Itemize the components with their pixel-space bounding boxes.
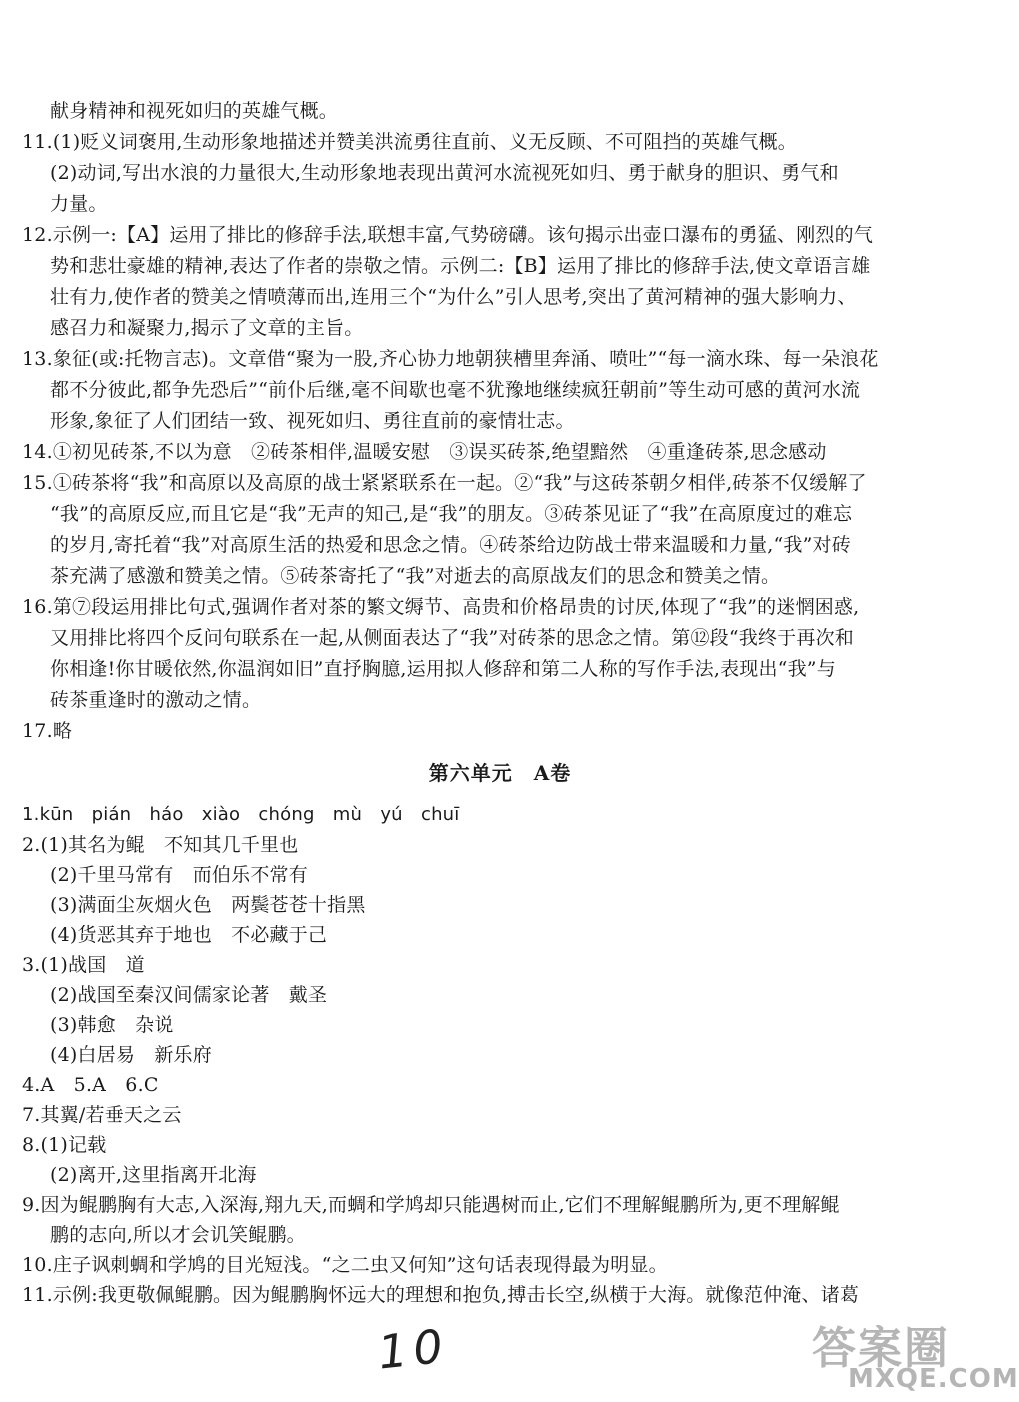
- answer-line: 9.因为鲲鹏胸有大志,入深海,翔九天,而蜩和学鸠却只能遇树而止,它们不理解鲲鹏所为,更不理解鲲: [22, 1194, 840, 1216]
- answer-line: (2)千里马常有 而伯乐不常有: [50, 864, 308, 886]
- answer-line: 16.第⑦段运用排比句式,强调作者对茶的繁文缛节、高贵和价格昂贵的讨厌,体现了“我”的迷惘困惑,: [22, 596, 860, 618]
- answer-line: 4.A 5.A 6.C: [22, 1074, 159, 1096]
- answer-line: (2)离开,这里指离开北海: [50, 1164, 257, 1186]
- answer-line: (2)战国至秦汉间儒家论著 戴圣: [50, 984, 328, 1006]
- answer-line: 7.其翼/若垂天之云: [22, 1104, 182, 1126]
- answer-line: 感召力和凝聚力,揭示了文章的主旨。: [50, 317, 364, 339]
- answer-line: 11.示例:我更敬佩鲲鹏。因为鲲鹏胸怀远大的理想和抱负,搏击长空,纵横于大海。就像范仲淹、诸葛: [22, 1284, 860, 1306]
- watermark-logo: [812, 1312, 1019, 1398]
- answer-line: (2)动词,写出水浪的力量很大,生动形象地表现出黄河水流视死如归、勇于献身的胆识、勇气和: [50, 162, 839, 184]
- answer-line: 鹏的志向,所以才会讥笑鲲鹏。: [50, 1224, 306, 1246]
- handwritten-page-number: 10: [375, 1318, 452, 1380]
- answer-line: 12.示例一:【A】运用了排比的修辞手法,联想丰富,气势磅礴。该句揭示出壶口瀑布的勇猛、刚烈的气: [22, 224, 874, 246]
- answer-line: 都不分彼此,都争先恐后”“前仆后继,毫不间歇也毫不犹豫地继续疯狂朝前”等生动可感的黄河水流: [50, 379, 861, 401]
- answer-line: 壮有力,使作者的赞美之情喷薄而出,连用三个“为什么”引人思考,突出了黄河精神的强大影响力、: [50, 286, 857, 308]
- answer-line: 17.略: [22, 720, 73, 742]
- answer-line: 献身精神和视死如归的英雄气概。: [50, 100, 339, 122]
- answer-line: 形象,象征了人们团结一致、视死如归、勇往直前的豪情壮志。: [50, 410, 575, 432]
- answer-line: (4)白居易 新乐府: [50, 1044, 212, 1066]
- answer-line: 8.(1)记载: [22, 1134, 107, 1156]
- watermark-main-text: 答案圈: [812, 1323, 950, 1374]
- answer-line: 11.(1)贬义词褒用,生动形象地描述并赞美洪流勇往直前、义无反顾、不可阻挡的英雄气概。: [22, 131, 797, 153]
- answer-line: 3.(1)战国 道: [22, 954, 145, 976]
- answer-line: 14.①初见砖茶,不以为意 ②砖茶相伴,温暖安慰 ③误买砖茶,绝望黯然 ④重逢砖茶,思念感动: [22, 441, 827, 463]
- answer-line: 力量。: [50, 193, 108, 215]
- answer-line: (3)满面尘灰烟火色 两鬓苍苍十指黑: [50, 894, 366, 916]
- pinyin-answer-line: 1.kūn pián háo xiào chóng mù yú chuī: [22, 804, 460, 825]
- answer-line: (4)货恶其弃于地也 不必藏于己: [50, 924, 328, 946]
- answer-line: 13.象征(或:托物言志)。文章借“聚为一股,齐心协力地朝狭槽里奔涌、喷吐”“每一滴水珠、每一朵浪花: [22, 348, 879, 370]
- answer-line: 又用排比将四个反问句联系在一起,从侧面表达了“我”对砖茶的思念之情。第⑫段“我终于再次和: [50, 627, 854, 649]
- answer-line: (3)韩愈 杂说: [50, 1014, 174, 1036]
- section-heading: 第六单元 A卷: [428, 761, 572, 785]
- answer-line: 2.(1)其名为鲲 不知其几千里也: [22, 834, 299, 856]
- answer-line: 10.庄子讽刺蜩和学鸠的目光短浅。“之二虫又何知”这句话表现得最为明显。: [22, 1254, 668, 1276]
- answer-line: 你相逢!你甘暖依然,你温润如旧”直抒胸臆,运用拟人修辞和第二人称的写作手法,表现出“我”与: [50, 658, 836, 680]
- answer-line: “我”的高原反应,而且它是“我”无声的知己,是“我”的朋友。③砖茶见证了“我”在高原度过的难忘: [50, 503, 853, 525]
- answer-line: 15.①砖茶将“我”和高原以及高原的战士紧紧联系在一起。②“我”与这砖茶朝夕相伴,砖茶不仅缓解了: [22, 472, 867, 494]
- answer-line: 的岁月,寄托着“我”对高原生活的热爱和思念之情。④砖茶给边防战士带来温暖和力量,“我”对砖: [50, 534, 851, 556]
- answer-line: 茶充满了感激和赞美之情。⑤砖茶寄托了“我”对逝去的高原战友们的思念和赞美之情。: [50, 565, 781, 587]
- answer-line: 势和悲壮豪雄的精神,表达了作者的崇敬之情。示例二:【B】运用了排比的修辞手法,使文章语言雄: [50, 255, 871, 277]
- answer-line: 砖茶重逢时的激动之情。: [50, 689, 262, 711]
- watermark-url-text: MXQE.COM: [848, 1364, 1019, 1394]
